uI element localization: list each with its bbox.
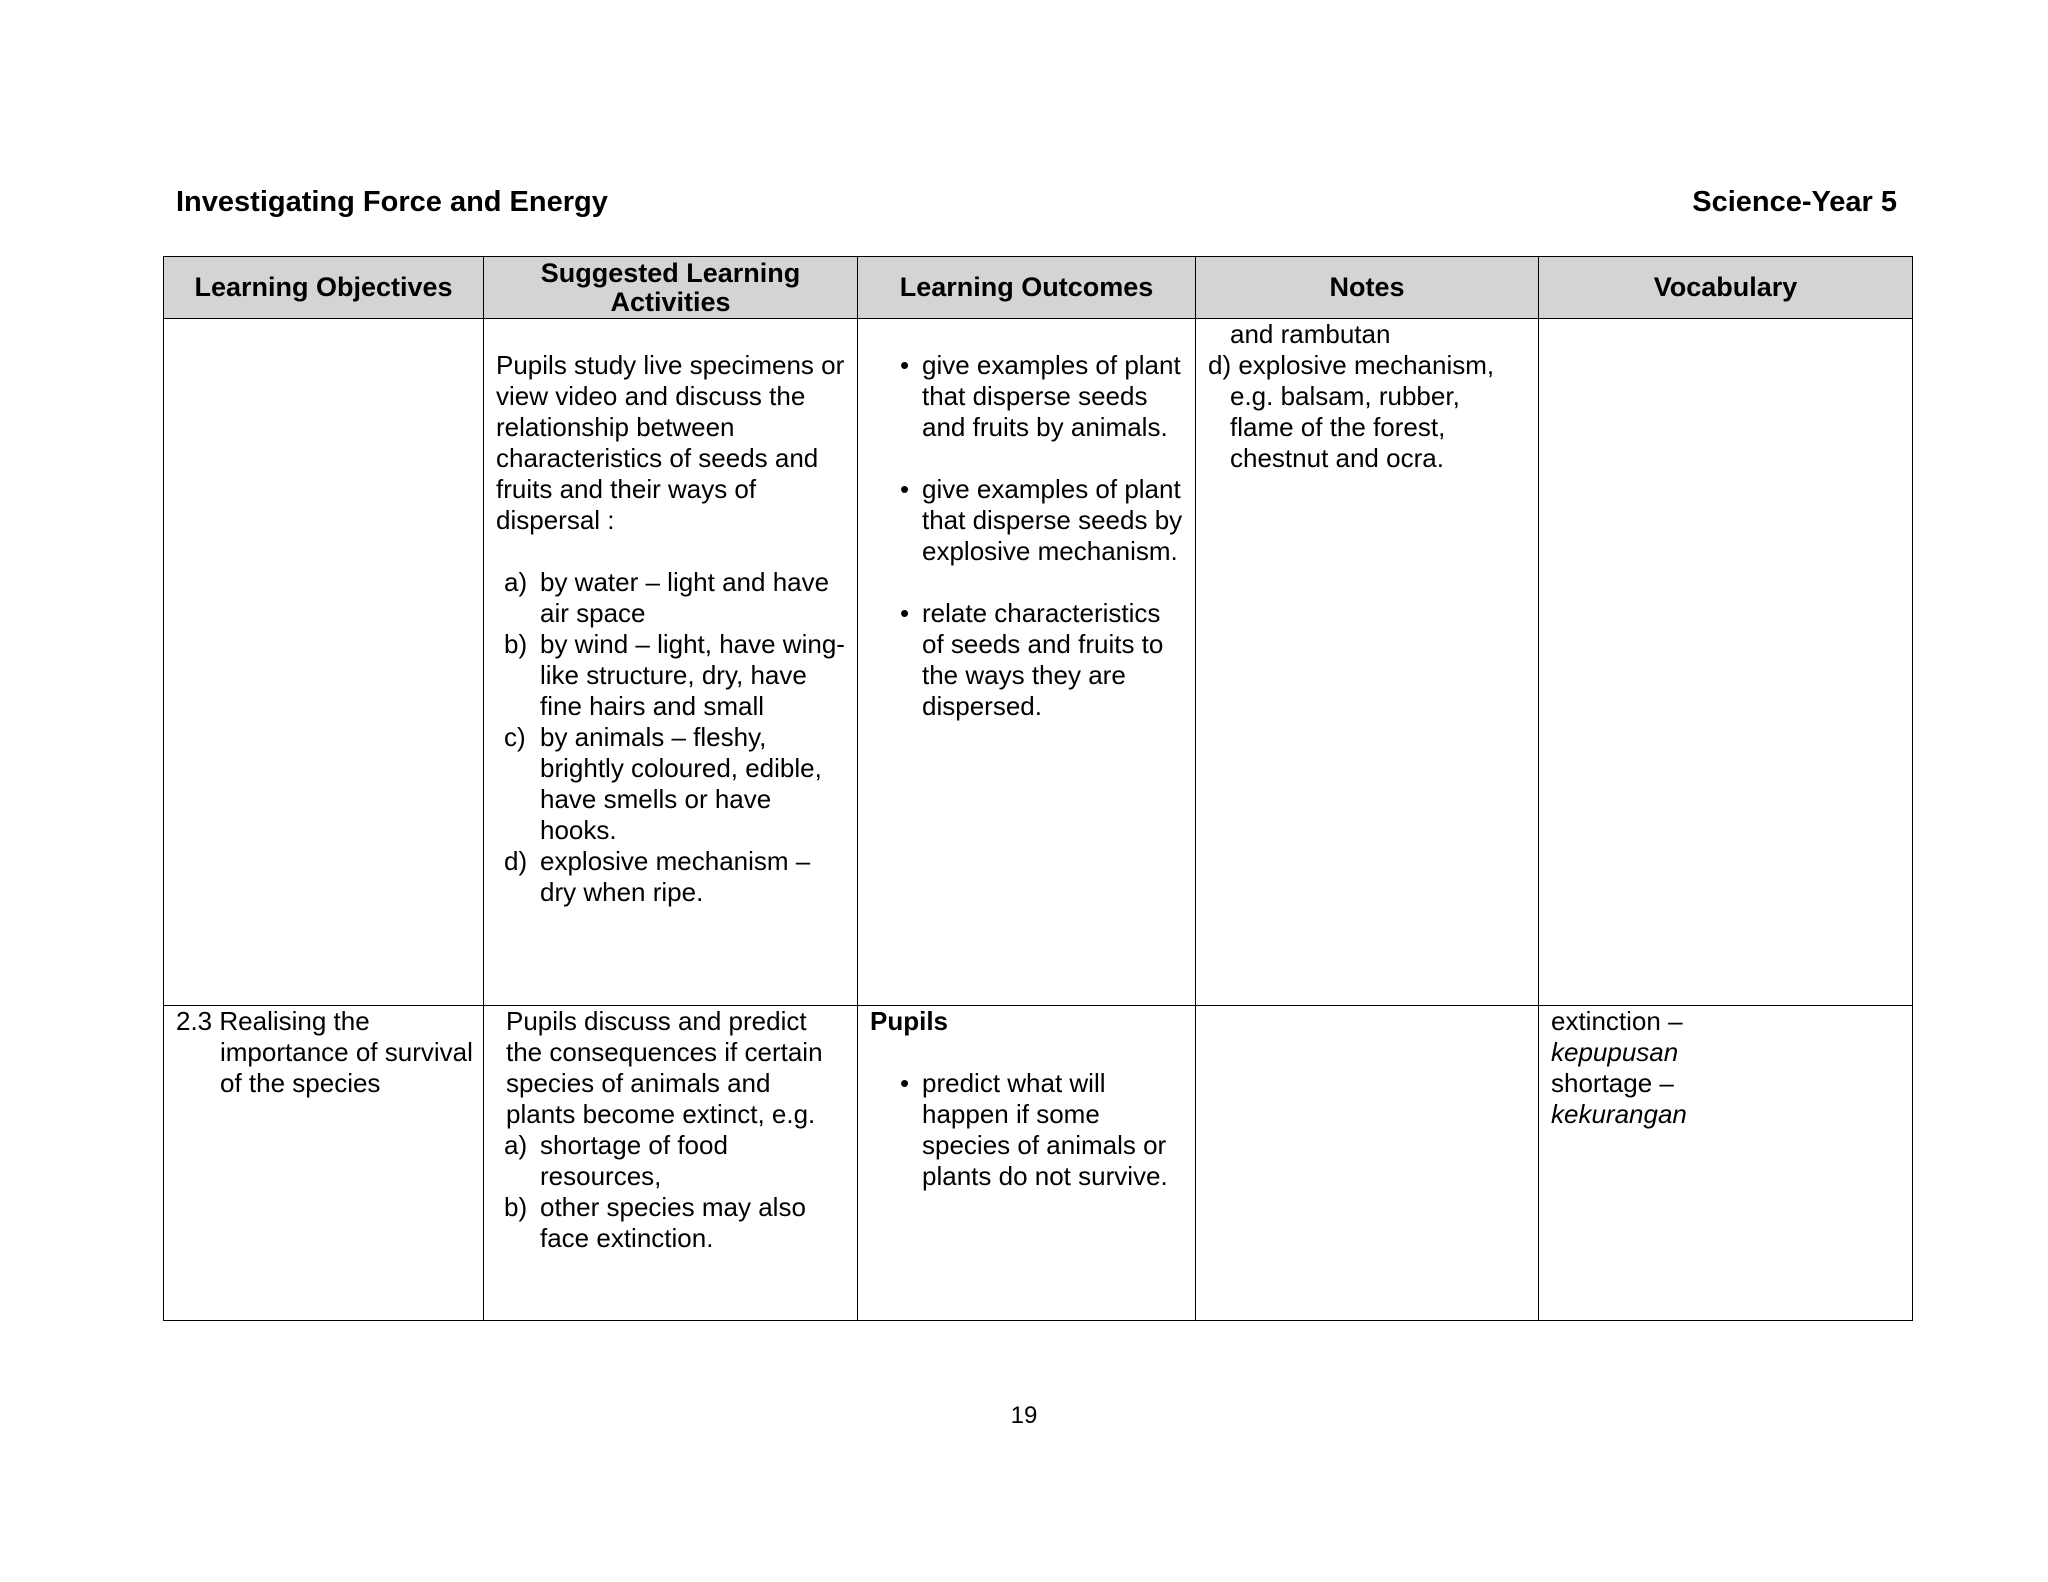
list-item: b) other species may also face extinction. — [504, 1192, 806, 1253]
list-item: • relate characteristics of seeds and fruits to the ways they are dispersed. — [900, 598, 1185, 722]
objective-cell — [164, 1006, 484, 1321]
vocabulary-cell — [1539, 1006, 1913, 1321]
activities-cell — [484, 319, 858, 1006]
list-item: d) explosive mechanism – dry when ripe. — [504, 846, 811, 907]
document-title: Investigating Force and Energy — [176, 186, 608, 218]
consequence-list — [496, 1130, 847, 1254]
outcomes-list — [870, 350, 1185, 722]
list-item: • give examples of plant that disperse seeds and fruits by animals. — [900, 350, 1185, 443]
col-header-notes: Notes — [1196, 257, 1539, 319]
activities-intro: Pupils discuss and predict the consequences if certain species of animals and plants become extinct, e.g. — [506, 1006, 823, 1129]
list-item: b) by wind – light, have wing-like structure, dry, have fine hairs and small — [504, 629, 845, 721]
objective-cell — [164, 319, 484, 1006]
list-item: a) shortage of food resources, — [504, 1130, 728, 1191]
page-number: 19 — [1010, 1402, 1038, 1429]
objective-2-3: 2.3 Realising the importance of survival of the species — [176, 1006, 473, 1098]
col-header-suggested-activities: Suggested Learning Activities — [484, 257, 858, 319]
list-item: • give examples of plant that disperse seeds by explosive mechanism. — [900, 474, 1185, 567]
list-item: a) by water – light and have air space — [504, 567, 830, 628]
table-header-row — [164, 257, 1913, 319]
dispersal-method-list — [496, 567, 847, 908]
vocab-term: shortage – — [1551, 1068, 1674, 1098]
outcomes-list — [870, 1068, 1185, 1192]
vocab-translation: kepupusan — [1551, 1037, 1679, 1067]
col-header-learning-outcomes: Learning Outcomes — [858, 257, 1196, 319]
vocabulary-cell — [1539, 319, 1913, 1006]
list-item: c) by animals – fleshy, brightly coloured, edible, have smells or have hooks. — [504, 722, 822, 845]
notes-cell — [1196, 319, 1539, 1006]
notes-continuation: and rambutan — [1230, 319, 1391, 349]
vocab-term: extinction – — [1551, 1006, 1683, 1036]
activities-cell — [484, 1006, 858, 1321]
table-row — [164, 1006, 1913, 1321]
list-item: • predict what will happen if some species of animals or plants do not survive. — [900, 1068, 1185, 1192]
col-header-learning-objectives: Learning Objectives — [164, 257, 484, 319]
table-row — [164, 319, 1913, 1006]
activities-intro: Pupils study live specimens or view video and discuss the relationship between characteristics of seeds and fruits and their ways of dispersal : — [496, 350, 845, 535]
subject-year-label: Science-Year 5 — [1692, 186, 1897, 218]
outcomes-cell — [858, 1006, 1196, 1321]
col-header-vocabulary: Vocabulary — [1539, 257, 1913, 319]
outcomes-heading: Pupils — [870, 1006, 949, 1036]
notes-cell — [1196, 1006, 1539, 1321]
scheme-of-work-table — [163, 256, 1913, 1321]
notes-item-d: d) explosive mechanism, e.g. balsam, rubber, flame of the forest, chestnut and ocra. — [1208, 350, 1495, 473]
vocab-translation: kekurangan — [1551, 1099, 1687, 1129]
outcomes-cell — [858, 319, 1196, 1006]
